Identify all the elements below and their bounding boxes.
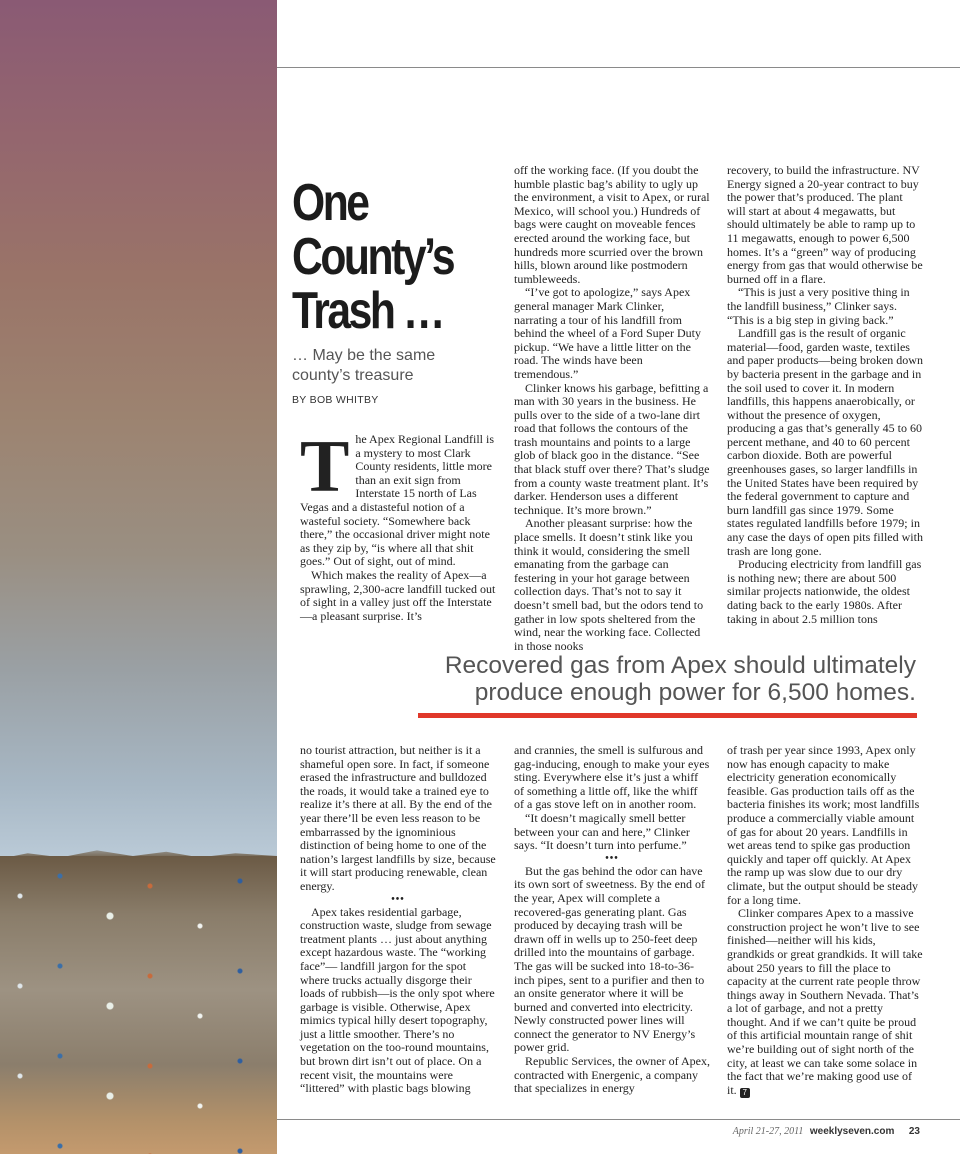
page-number: 23 — [908, 1126, 920, 1137]
headline-line: County’s — [292, 228, 454, 286]
paragraph: Apex takes residential garbage, construction waste, sludge from sewage treatment plants … just about anything except hazardous waste. The “working face”— landfill jargon for the spot where trucks actually disgorge their loads of rubbish—is the only spot where garbage is visible. Otherwise, Apex mimics typical hilly desert topography, just a little smoother. There’s no vegetation on the too-round mountains, but brown dirt isn’t out of place. On a recent visit, the mountains were “littered” with plastic bags blowing — [300, 904, 495, 1096]
column-2-top — [514, 164, 710, 653]
pull-quote-line: Recovered gas from Apex should ultimately — [444, 652, 916, 679]
photo-ground — [0, 856, 277, 1154]
landfill-photo — [0, 0, 277, 1154]
paragraph: recovery, to build the infrastructure. NV Energy signed a 20-year contract to buy the power that’s produced. The plant will start at about 4 megawatts, but should ultimately be able to ramp up to 11 megawatts, enough to power 6,500 homes. It’s a “green” way of producing energy from gas that would otherwise be burned off in a flare. — [727, 163, 923, 286]
column-1-top — [300, 426, 496, 623]
paragraph: Which makes the reality of Apex—a sprawling, 2,300-acre landfill tucked out of sight in a valley just off the Interstate—a pleasant surprise. It’s — [300, 567, 496, 623]
page-footer — [700, 1126, 920, 1137]
paragraph: “It doesn’t magically smell better between your can and here,” Clinker says. “It doesn’t turn into perfume.” — [514, 810, 690, 853]
paragraph: Another pleasant surprise: how the place smells. It doesn’t stink like you think it would, considering the smell emanating from the garbage can festering in your hot garage between collection days. That’s not to say it doesn’t smell bad, but the odors tend to gather in low spots sheltered from the wind, near the working face. Collected in those nooks — [514, 516, 704, 653]
paragraph: he Apex Regional Landfill is a mystery to most Clark County residents, little more than an exit sign from Interstate 15 north of Las Vegas and a distasteful notion of a wasteful society. “Somewhere back there,” the occasional driver might note as they zip by, “is where all that shit goes.” Out of sight, out of mind. — [300, 432, 494, 569]
paragraph: “This is just a very positive thing in the landfill business,” Clinker says. “This is a big step in giving back.” — [727, 285, 910, 327]
bottom-rule — [277, 1119, 960, 1120]
pull-quote-line: produce enough power for 6,500 homes. — [474, 679, 916, 706]
column-2-bottom — [514, 744, 710, 1096]
paragraph: no tourist attraction, but neither is it a shameful open sore. In fact, if someone erased the infrastructure and bulldozed the roads, it would take a trained eye to realize it’s there at all. By the end of the year there’ll be even less reason to be embarrassed by the ignominious distinction of being home to one of the nation’s largest landfills by size, because it will start producing renewable, clean energy. — [300, 743, 496, 893]
issue-date: April 21-27, 2011 — [732, 1126, 804, 1137]
column-3-bottom — [727, 744, 923, 1098]
section-separator: ••• — [605, 852, 619, 864]
paragraph: Republic Services, the owner of Apex, contracted with Energenic, a company that specializes in energy — [514, 1054, 710, 1096]
paragraph: “I’ve got to apologize,” says Apex general manager Mark Clinker, narrating a tour of his landfill from behind the wheel of a Ford Super Duty pickup. “We have a little litter on the road. The winds have been tremendous.” — [514, 285, 701, 381]
paragraph: and crannies, the smell is sulfurous and gag-inducing, enough to make your eyes sting. Everywhere else it’s just a whiff of something a little off, like the whiff of a gas stove left on in another room. — [514, 743, 710, 812]
headline-line: Trash … — [292, 282, 444, 340]
paragraph: off the working face. (If you doubt the humble plastic bag’s ability to ugly up the environment, a visit to Apex, or rural Mexico, will school you.) Hundreds of bags were caught on moveable fences erected around the working face, but hundreds more scurried over the brown hills, blown around like postmodern tumbleweeds. — [514, 163, 710, 286]
byline: BY BOB WHITBY — [292, 394, 379, 406]
column-1-bottom — [300, 744, 496, 1096]
pull-quote — [380, 652, 916, 706]
deck — [292, 346, 492, 386]
headline-line: One — [292, 174, 368, 232]
paragraph — [727, 907, 923, 1098]
drop-cap: T — [300, 426, 350, 508]
deck-line: … May be the same — [292, 347, 436, 364]
paragraph-text: Clinker compares Apex to a massive construction project he won’t live to see finished—neither will his kids, grandkids or great grandkids. It will take about 250 years to fill the place to capacity at the current rate people throw things away in Southern Nevada. That’s a lot of garbage, and not a pretty thought. And if we can’t quite be proud of this artificial mountain range of shit we’re building out of sight north of the city, at least we can take some solace in the fact that we’re making good use of it. — [727, 906, 923, 1097]
paragraph: Clinker knows his garbage, befitting a man with 30 years in the business. He pulls over to the side of a two-lane dirt road that follows the contours of the trash mountains and points to a large glob of black goo in the distance. “See that black stuff over there? That’s sludge from a county waste treatment plant. It’s darker. Henderson uses a different technique. It’s more brown.” — [514, 380, 710, 517]
paragraph: Landfill gas is the result of organic material—food, garden waste, textiles and paper products—being broken down by bacteria present in the garbage and in the soil used to cover it. In modern landfills, this happens anaerobically, or without the presence of oxygen, producing a gas that’s generally 45 to 60 percent methane, and 40 to 60 percent carbon dioxide. Both are powerful greenhouses gases, so larger landfills in the United States have been required by the federal government to capture and burn landfill gas since 1979. Some states regulated landfills before 1979; in any case the days of open pits filled with trash are long gone. — [727, 326, 923, 558]
section-separator: ••• — [391, 893, 405, 905]
deck-line: county’s treasure — [292, 367, 414, 384]
pull-quote-bar — [418, 713, 917, 718]
paragraph: But the gas behind the odor can have its own sort of sweetness. By the end of the year, Apex will complete a recovered-gas generating plant. Gas produced by decaying trash will be drawn off in wells up to 250-feet deep drilled into the mountains of garbage. The gas will be sucked into 18-to-36-inch pipes, sent to a purifier and then to an onsite generator where it will be burned and converted into electricity. Newly constructed power lines will connect the generator to NV Energy’s power grid. — [514, 863, 705, 1055]
site-name: weeklyseven.com — [809, 1126, 895, 1137]
paragraph: of trash per year since 1993, Apex only now has enough capacity to make electricity generation economically feasible. Gas production tails off as the bacteria finishes its work; most landfills produce a commercially viable amount of gas for about 20 years. Landfills in wet areas tend to spike gas production quickly and taper off quickly. At Apex the ramp up was slow due to our dry climate, but the output should be steady for a long time. — [727, 743, 920, 907]
headline — [292, 176, 456, 338]
paragraph: Producing electricity from landfill gas is nothing new; there are about 500 similar projects nationwide, the oldest dating back to the early 1980s. After taking in about 2.5 million tons — [727, 557, 922, 626]
column-3-top — [727, 164, 923, 626]
end-mark-icon: 7 — [740, 1088, 750, 1098]
top-rule — [277, 67, 960, 68]
